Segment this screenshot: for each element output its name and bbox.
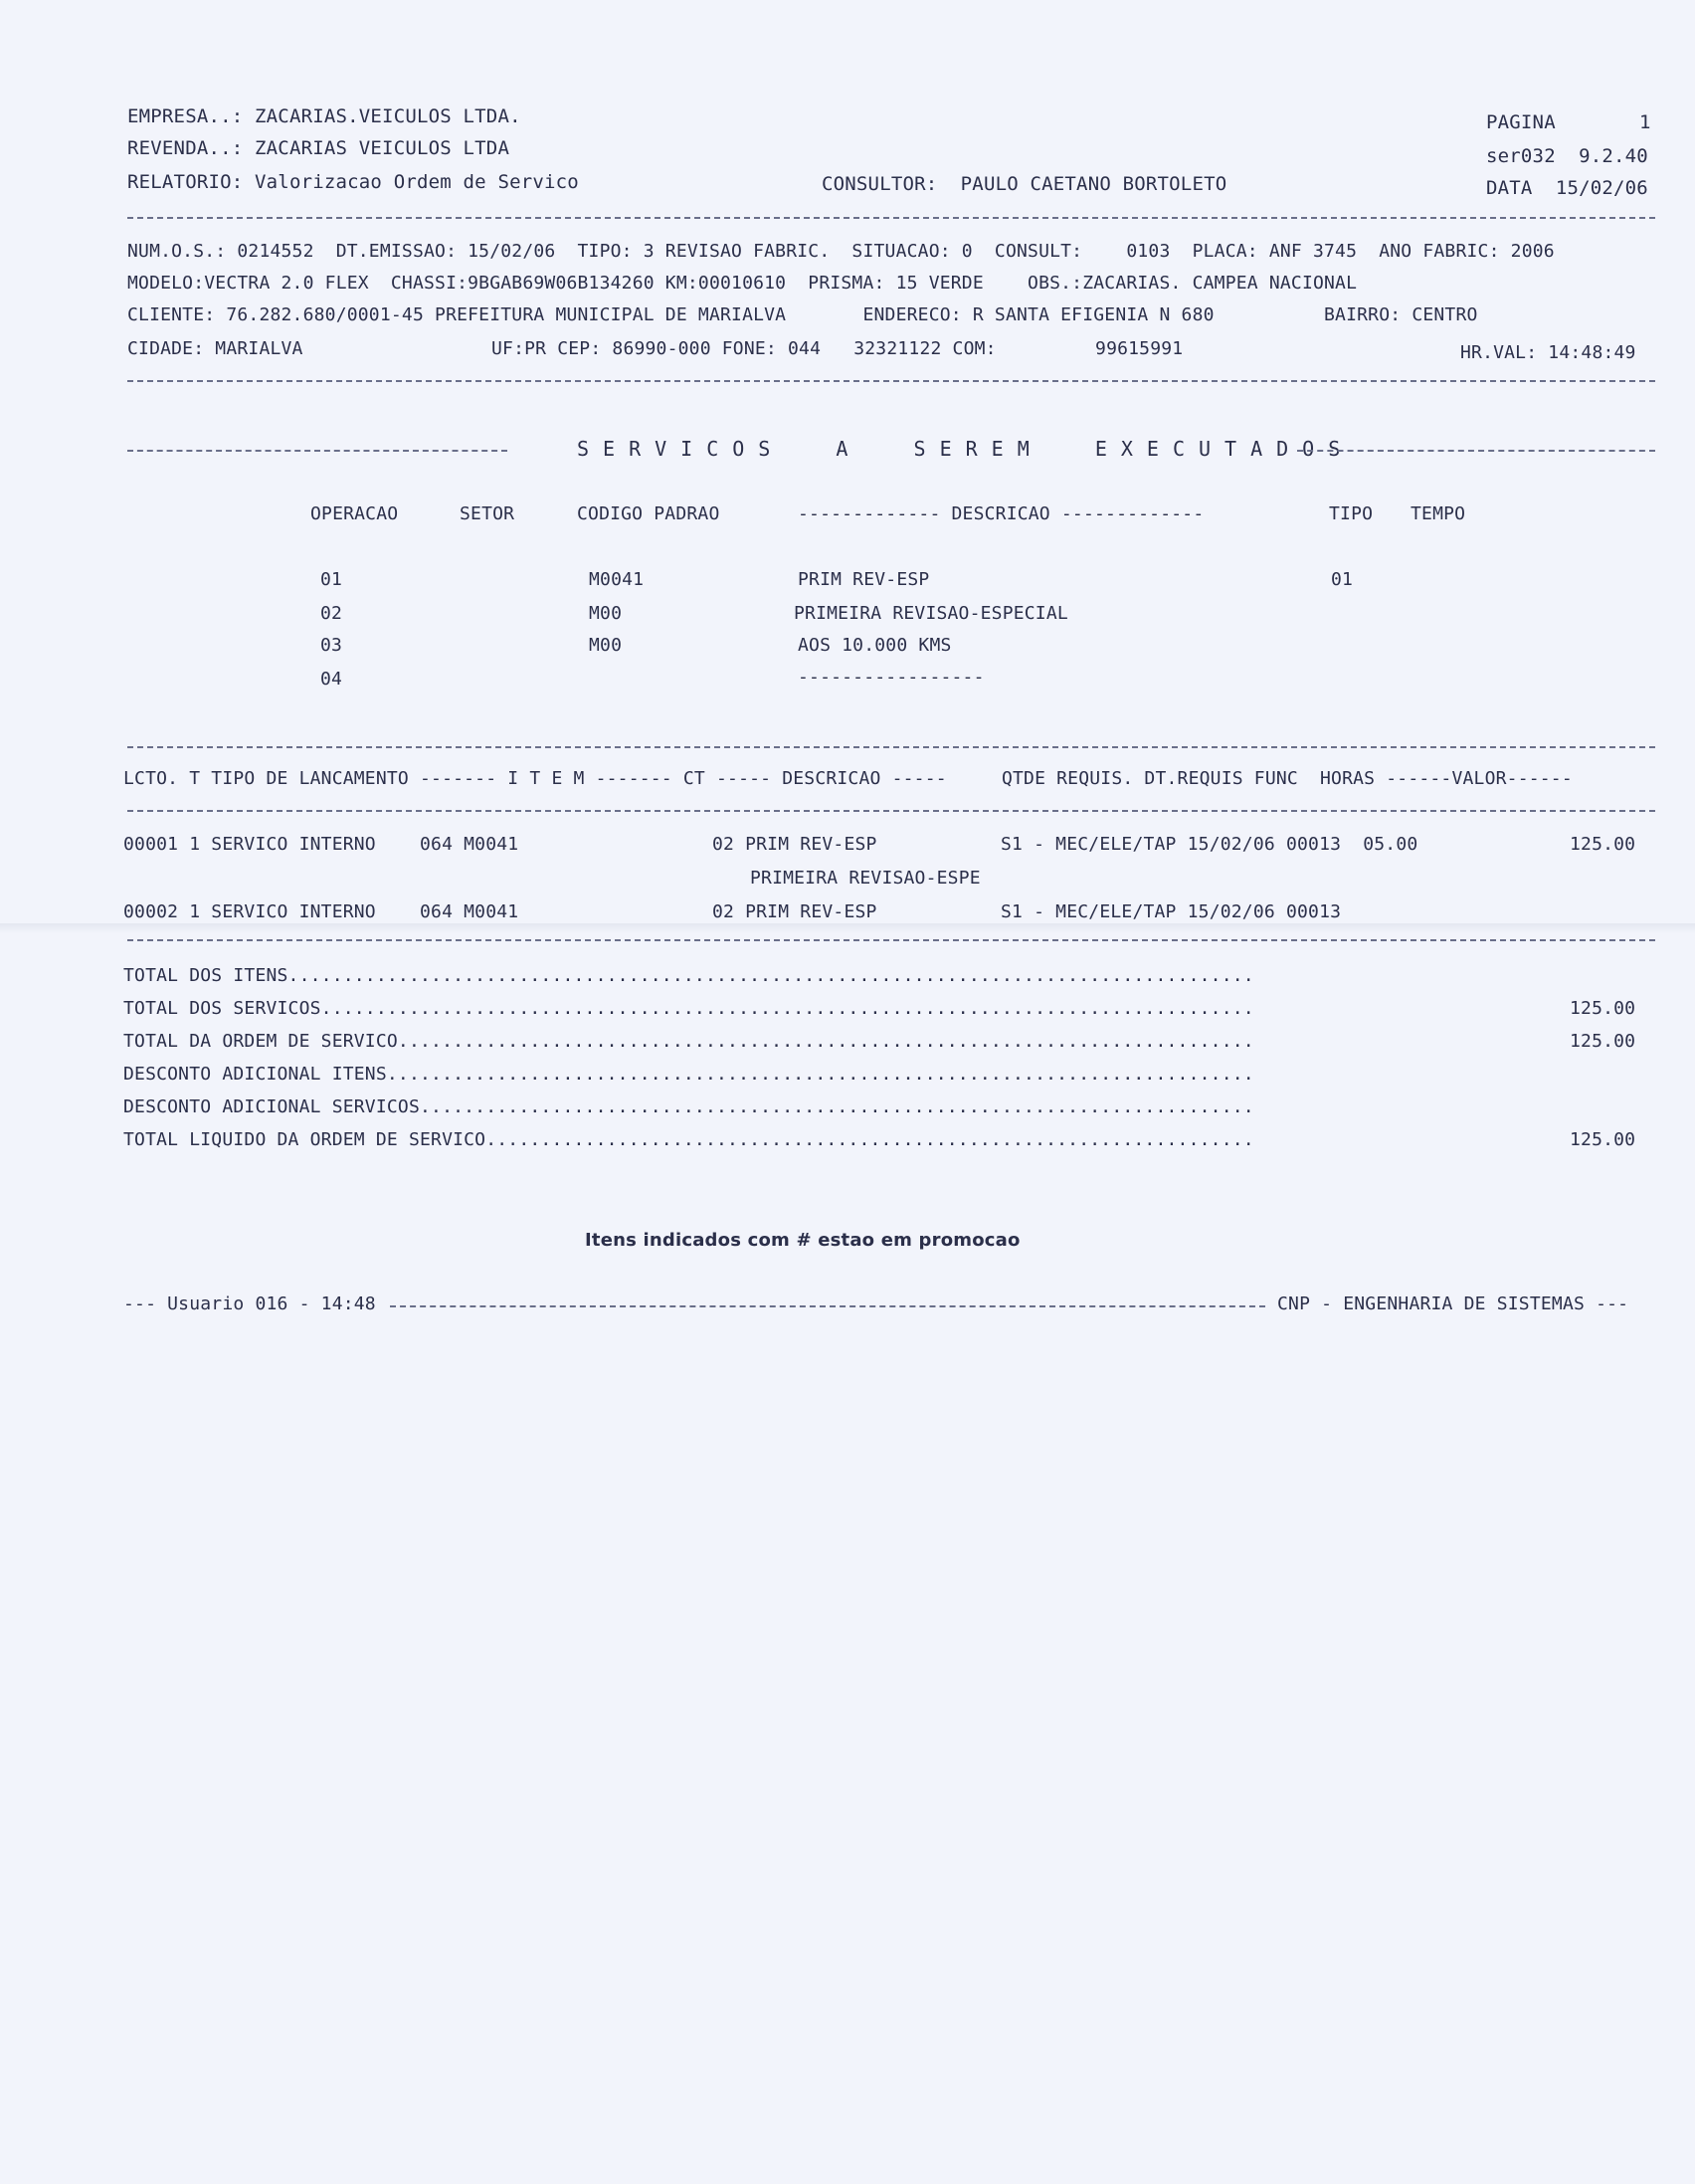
descricao-cell: PRIM REV-ESP (798, 569, 930, 590)
codigo-cell: M00 (589, 635, 623, 656)
lcto-valor: 125.00 (1570, 834, 1636, 855)
revenda-line: REVENDA..: ZACARIAS VEICULOS LTDA (127, 137, 510, 159)
divider (127, 217, 1655, 219)
divider (127, 746, 1655, 748)
lcto-descricao: PRIMEIRA REVISAO-ESPE (750, 868, 981, 889)
divider (127, 939, 1655, 941)
version-line: ser032 9.2.40 (1486, 145, 1648, 167)
total-liquido-label: TOTAL LIQUIDO DA ORDEM DE SERVICO...................................................................... (123, 1129, 1254, 1150)
codigo-cell: M0041 (589, 569, 645, 590)
col-descricao: ------------- DESCRICAO ------------- (798, 503, 1205, 524)
codigo-cell: M00 (589, 603, 623, 624)
lcto-left: 00002 1 SERVICO INTERNO 064 M0041 (123, 901, 519, 922)
contact-line: UF:PR CEP: 86990-000 FONE: 044 32321122 COM: 99615991 (491, 338, 1184, 359)
descricao-cell: AOS 10.000 KMS (798, 635, 952, 656)
op-cell: 04 (320, 669, 343, 690)
totals-labels (123, 965, 1373, 1164)
relatorio-line: RELATORIO: Valorizacao Ordem de Servico (127, 171, 579, 193)
desconto-itens-label: DESCONTO ADICIONAL ITENS............................................................................... (123, 1064, 1254, 1085)
op-cell: 01 (320, 569, 343, 590)
hr-val: HR.VAL: 14:48:49 (1460, 342, 1636, 363)
date-line: DATA 15/02/06 (1486, 177, 1648, 199)
total-servicos-label: TOTAL DOS SERVICOS..................................................................................... (123, 998, 1254, 1019)
total-liquido-value: 125.00 (1570, 1129, 1636, 1150)
lcto-requis: S1 - MEC/ELE/TAP 15/02/06 00013 05.00 (1001, 834, 1418, 855)
total-servicos-value: 125.00 (1570, 998, 1636, 1019)
op-cell: 03 (320, 635, 343, 656)
descricao-cell: ----------------- (798, 667, 985, 688)
consultor-line: CONSULTOR: PAULO CAETANO BORTOLETO (822, 173, 1227, 195)
os-line-2: MODELO:VECTRA 2.0 FLEX CHASSI:9BGAB69W06B134260 KM:00010610 PRISMA: 15 VERDE OBS.:ZACARIAS. CAMPEA NACIONAL (127, 273, 1358, 294)
op-cell: 02 (320, 603, 343, 624)
tipo-cell: 01 (1331, 569, 1354, 590)
col-tempo: TEMPO (1411, 503, 1466, 524)
lcto-descricao: 02 PRIM REV-ESP (712, 901, 877, 922)
lancamentos-header: LCTO. T TIPO DE LANCAMENTO ------- I T E M ------- CT ----- DESCRICAO ----- QTDE REQUIS. DT.REQUIS FUNC HORAS ------VALOR------ (123, 768, 1573, 789)
cidade-field: CIDADE: MARIALVA (127, 338, 303, 359)
lcto-left: 00001 1 SERVICO INTERNO 064 M0041 (123, 834, 519, 855)
total-os-value: 125.00 (1570, 1031, 1636, 1052)
empresa-line: EMPRESA..: ZACARIAS.VEICULOS LTDA. (127, 105, 521, 127)
footer-user: --- Usuario 016 - 14:48 (123, 1293, 376, 1314)
divider (127, 450, 507, 452)
paper-fold (0, 923, 1695, 933)
lcto-descricao: 02 PRIM REV-ESP (712, 834, 877, 855)
total-os-label: TOTAL DA ORDEM DE SERVICO.............................................................................. (123, 1031, 1254, 1052)
desconto-servicos-label: DESCONTO ADICIONAL SERVICOS............................................................................ (123, 1096, 1254, 1117)
total-itens-label: TOTAL DOS ITENS........................................................................................ (123, 965, 1254, 986)
os-line-3: CLIENTE: 76.282.680/0001-45 PREFEITURA MUNICIPAL DE MARIALVA ENDERECO: R SANTA EFIGENIA N 680 BAIRRO: CENTRO (127, 304, 1478, 325)
col-setor: SETOR (460, 503, 515, 524)
lcto-requis: S1 - MEC/ELE/TAP 15/02/06 00013 (1001, 901, 1342, 922)
col-codigo: CODIGO PADRAO (577, 503, 720, 524)
footer-company: CNP - ENGENHARIA DE SISTEMAS --- (1277, 1293, 1629, 1314)
col-operacao: OPERACAO (310, 503, 399, 524)
footer-divider (390, 1305, 1265, 1307)
divider (1297, 450, 1655, 452)
descricao-cell: PRIMEIRA REVISAO-ESPECIAL (794, 603, 1068, 624)
pagina-number: 1 (1639, 111, 1651, 133)
col-tipo: TIPO (1329, 503, 1374, 524)
divider (127, 810, 1655, 812)
divider (127, 380, 1655, 382)
os-line-1: NUM.O.S.: 0214552 DT.EMISSAO: 15/02/06 TIPO: 3 REVISAO FABRIC. SITUACAO: 0 CONSULT: 0103 PLACA: ANF 3745 ANO FABRIC: 2006 (127, 241, 1555, 262)
promo-note: Itens indicados com # estao em promocao (585, 1230, 1021, 1251)
services-title: SERVICOS A SEREM EXECUTADOS (577, 437, 1355, 461)
pagina-label: PAGINA (1486, 111, 1556, 133)
